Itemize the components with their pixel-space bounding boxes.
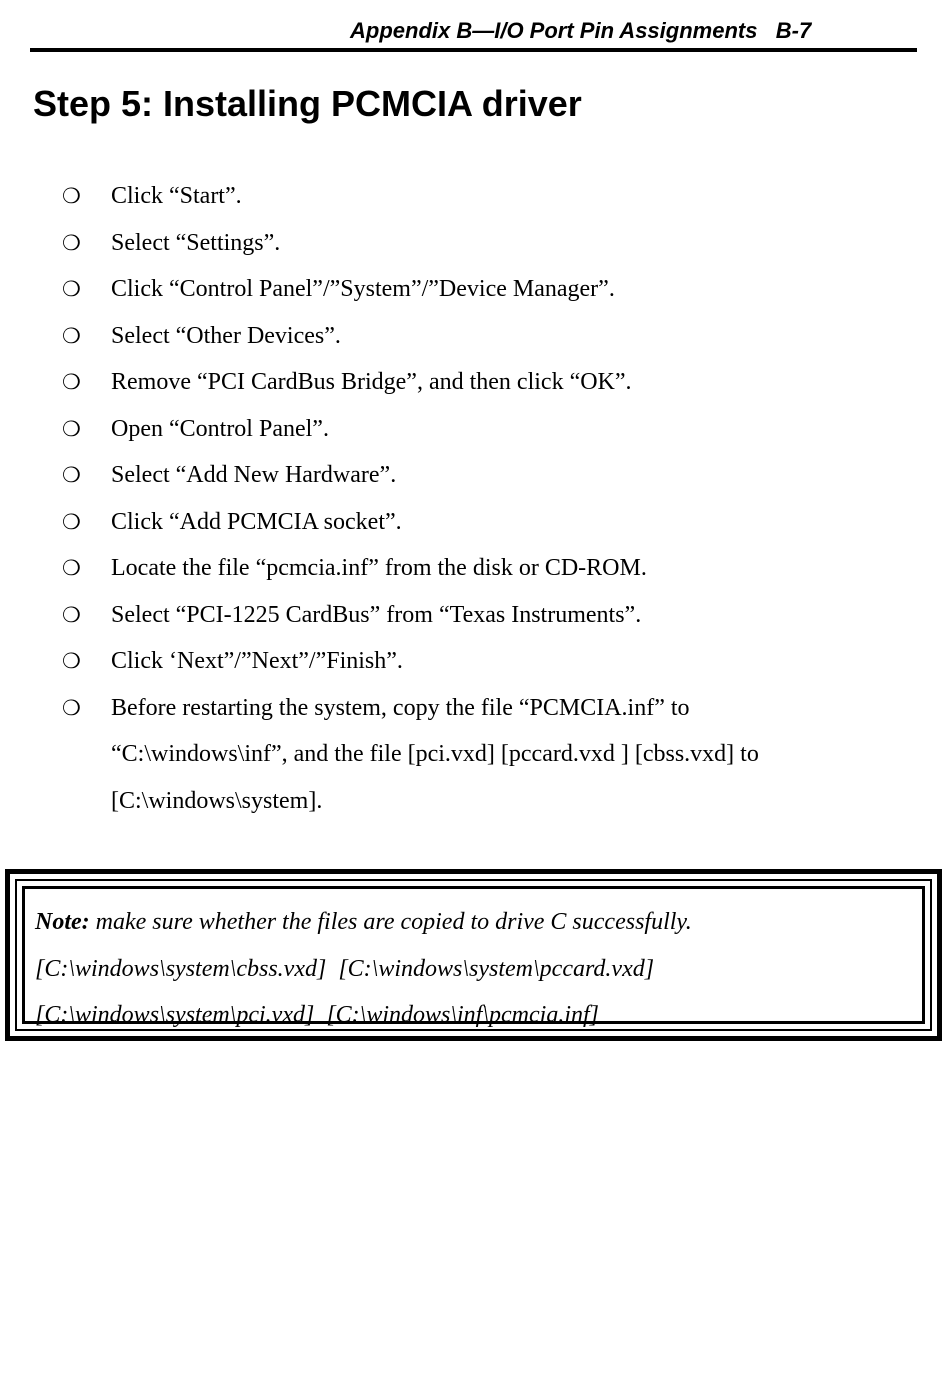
list-item bbox=[62, 545, 922, 592]
list-item bbox=[62, 592, 922, 639]
step-text: Select “Other Devices”. bbox=[111, 322, 341, 349]
step-list bbox=[62, 173, 922, 824]
list-item bbox=[62, 220, 922, 267]
circle-bullet-icon: ❍ bbox=[62, 556, 81, 580]
circle-bullet-icon: ❍ bbox=[62, 277, 81, 301]
list-item bbox=[62, 452, 922, 499]
header-title: Appendix B—I/O Port Pin Assignments B-7 bbox=[350, 18, 812, 43]
note-text bbox=[35, 899, 915, 1039]
step-text: Select “Settings”. bbox=[111, 229, 281, 256]
circle-bullet-icon: ❍ bbox=[62, 695, 81, 720]
step-text: Click “Start”. bbox=[111, 183, 242, 209]
list-item bbox=[62, 638, 922, 685]
step-text: Click “Add PCMCIA socket”. bbox=[111, 508, 402, 535]
step-text: Before restarting the system, copy the file “PCMCIA.inf” to “C:\windows\inf”, and the file [pci.vxd] [pccard.vxd ] [cbss.vxd] to [C:\windows\system]. bbox=[111, 694, 759, 814]
step-text: Locate the file “pcmcia.inf” from the disk or CD-ROM. bbox=[111, 555, 647, 581]
step-text: Open “Control Panel”. bbox=[111, 415, 329, 442]
step-text: Click ‘Next”/”Next”/”Finish”. bbox=[111, 648, 403, 674]
circle-bullet-icon: ❍ bbox=[62, 416, 81, 441]
step-text: Select “Add New Hardware”. bbox=[111, 462, 397, 488]
circle-bullet-icon: ❍ bbox=[62, 230, 81, 255]
note-border-inner bbox=[22, 886, 925, 1028]
note-message: make sure whether the files are copied to drive C successfully. bbox=[89, 909, 692, 935]
step-text: Remove “PCI CardBus Bridge”, and then click “OK”. bbox=[111, 369, 632, 395]
list-item bbox=[62, 313, 922, 360]
circle-bullet-icon: ❍ bbox=[62, 602, 81, 627]
list-item bbox=[62, 685, 811, 825]
list-item bbox=[62, 173, 922, 220]
step-text: Select “PCI-1225 CardBus” from “Texas Instruments”. bbox=[111, 601, 642, 628]
list-item bbox=[62, 406, 922, 453]
circle-bullet-icon: ❍ bbox=[62, 184, 81, 208]
circle-bullet-icon: ❍ bbox=[62, 509, 81, 534]
note-box bbox=[5, 869, 942, 1041]
page-header bbox=[30, 17, 917, 52]
note-path-line: [C:\windows\system\pci.vxd] [C:\windows\inf\pcmcia.inf] bbox=[35, 1002, 599, 1028]
circle-bullet-icon: ❍ bbox=[62, 323, 81, 348]
note-path-line: [C:\windows\system\cbss.vxd] [C:\windows\system\pccard.vxd] bbox=[35, 955, 655, 982]
list-item bbox=[62, 266, 922, 313]
note-border-middle bbox=[15, 879, 932, 1031]
note-label: Note: bbox=[35, 909, 90, 935]
circle-bullet-icon: ❍ bbox=[62, 649, 81, 673]
circle-bullet-icon: ❍ bbox=[62, 370, 81, 394]
circle-bullet-icon: ❍ bbox=[62, 463, 81, 487]
step-text: Click “Control Panel”/”System”/”Device Manager”. bbox=[111, 276, 615, 302]
page-title: Step 5: Installing PCMCIA driver bbox=[33, 83, 582, 124]
list-item bbox=[62, 499, 922, 546]
list-item bbox=[62, 359, 922, 406]
